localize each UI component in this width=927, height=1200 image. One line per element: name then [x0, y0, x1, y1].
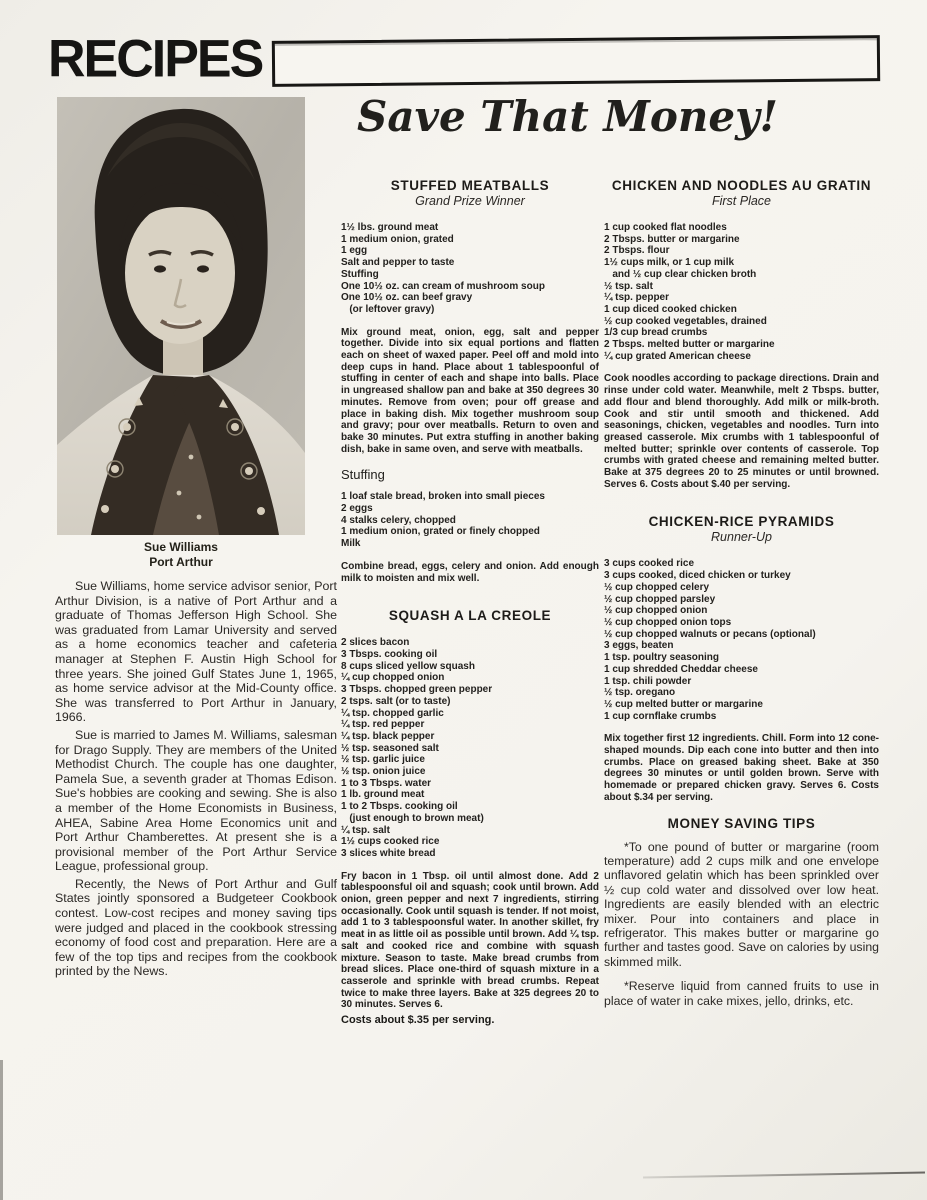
ingredient-line: 1 lb. ground meat — [341, 789, 425, 801]
ingredient-line: (just enough to brown meat) — [341, 812, 484, 824]
recipe-title-chicken-rice: CHICKEN-RICE PYRAMIDS — [648, 514, 835, 530]
ingredient-line: ½ cup chopped walnuts or pecans (optional) — [604, 628, 816, 640]
ingredient-line: 2 Tbsps. butter or margarine — [604, 233, 740, 245]
ingredient-line: ¼ cup chopped onion — [341, 672, 445, 684]
bio-paragraph-1: Sue Williams, home service advisor senior, Port Arthur Division, is a native of Port Arthur and a graduate of Thomas Jefferson High School. She was graduated from Lamar University and served as a home economics teacher and cafeteria manager at Stephen F. Austin High School for three years. She joined Gulf States June 1, 1965, as home service advisor at the Mid-County office. She was transferred to Port Arthur in January, 1966. — [55, 579, 337, 725]
ingredient-line: 1½ cups cooked rice — [341, 836, 440, 848]
ingredient-line: One 10½ oz. can beef gravy — [341, 292, 473, 304]
ingredient-line: (or leftover gravy) — [341, 303, 435, 315]
ingredient-line: 1 cup cornflake crumbs — [604, 710, 717, 722]
ingredient-line: 2 tsps. salt (or to taste) — [341, 695, 451, 707]
method-squash: Fry bacon in 1 Tbsp. oil until almost done. Add 2 tablespoonsful oil and squash; cook until brown. Add onion, green pepper and next 7 ingredients, stirring occasionally. Cook until squash is tender. If not moist, add 1 to 3 tablespoonsful water. In another skillet, fry meat in as little oil as possible until brown. Add ¼ tsp. salt and cooked rice and combine with squash mixture. Season to taste. Make bread crumbs from bread slices. Place one-third of squash mixture in a casserole and sprinkle with bread crumbs. Repeat twice to make three layers. Bake at 325 degrees 20 to 30 minutes. Serves 6. — [341, 870, 599, 1011]
recipe-title-chicken-noodles: CHICKEN AND NOODLES AU GRATIN — [611, 178, 872, 193]
ingredient-line: 1 medium onion, grated — [341, 233, 454, 245]
masthead — [48, 28, 880, 90]
ingredient-line: ¼ cup grated American cheese — [604, 350, 751, 362]
ingredient-line: 1/3 cup bread crumbs — [604, 327, 708, 339]
scan-artifact-edge — [0, 1060, 3, 1200]
recipe-subtitle-chicken-rice: Runner-Up — [711, 530, 772, 545]
ingredient-line: 1½ cups milk, or 1 cup milk — [604, 257, 735, 269]
ingredient-line: ¼ tsp. chopped garlic — [341, 707, 444, 719]
ingredient-line: 3 eggs, beaten — [604, 640, 674, 652]
recipe-subtitle-stuffed-meatballs: Grand Prize Winner — [415, 194, 525, 208]
bio-article — [55, 579, 337, 982]
ingredient-line: 2 eggs — [341, 503, 373, 515]
portrait-illustration — [57, 97, 305, 535]
ingredient-line: 1 egg — [341, 245, 368, 257]
ingredient-line: 1½ lbs. ground meat — [341, 222, 439, 233]
ingredient-line: One 10½ oz. can cream of mushroom soup — [341, 280, 545, 292]
ingredient-line: 1 medium onion, grated or finely chopped — [341, 526, 540, 538]
ingredient-line: Milk — [341, 538, 361, 550]
portrait-photo — [57, 97, 305, 535]
caption-city: Port Arthur — [149, 555, 213, 569]
ingredient-line: ¼ tsp. red pepper — [341, 719, 425, 731]
ingredient-line: 2 Tbsps. flour — [604, 245, 670, 257]
subrecipe-title-stuffing: Stuffing — [341, 467, 385, 483]
ingredient-line: 3 Tbsps. cooking oil — [341, 648, 438, 660]
bio-paragraph-3: Recently, the News of Port Arthur and Gulf States jointly sponsored a Budgeteer Cookbook contest. Low-cost recipes and money saving tips were judged and placed in the cookbook stressing economy of food cost and preparation. Here are a few of the top tips and recipes from the cookbook printed by the News. — [55, 876, 337, 979]
scan-artifact-line — [643, 1172, 925, 1179]
masthead-blank-box — [272, 35, 880, 87]
ingredient-line: 1 to 3 Tbsps. water — [341, 777, 432, 789]
ingredient-line: ½ tsp. onion juice — [341, 766, 426, 778]
ingredient-line: 1 loaf stale bread, broken into small pieces — [341, 491, 545, 503]
ingredient-line: Salt and pepper to taste — [341, 257, 455, 269]
ingredient-line: Stuffing — [341, 268, 379, 280]
ingredient-line: 3 Tbsps. chopped green pepper — [341, 684, 493, 696]
method-stuffing: Combine bread, eggs, celery and onion. Add enough milk to moisten and mix well. — [341, 560, 599, 584]
ingredient-line: ½ cup cooked vegetables, drained — [604, 315, 767, 327]
ingredient-line: ½ cup chopped celery — [604, 581, 710, 593]
ingredient-line: ½ cup chopped parsley — [604, 593, 716, 605]
method-chicken-noodles: Cook noodles according to package directions. Drain and rinse under cold water. Meanwhile, melt 2 Tbsps. butter, add flour and blend thoroughly. Add milk or milk-broth. Cook and stir until smooth and thickened. Add seasonings, chicken, vegetables and noodles. Turn into greased casserole. Mix crumbs with 1 tablespoonful of melted butter; sprinkle over contents of casserole. Top crumbs with grated cheese and remaining melted butter. Bake at 375 degrees 20 to 25 minutes or until browned. Serves 6. Costs about $.40 per serving. — [604, 373, 879, 490]
ingredient-line: ½ cup chopped onion — [604, 605, 708, 617]
ingredient-line: ½ cup chopped onion tops — [604, 616, 732, 628]
ingredient-line: ½ tsp. oregano — [604, 687, 676, 699]
ingredient-line: 3 cups cooked, diced chicken or turkey — [604, 570, 791, 582]
ingredient-line: ½ tsp. seasoned salt — [341, 742, 439, 754]
middle-column — [341, 178, 599, 1041]
ingredient-list-squash — [341, 637, 599, 859]
ingredient-line: 1 cup shredded Cheddar cheese — [604, 663, 758, 675]
ingredient-line: 1 tsp. chili powder — [604, 675, 692, 687]
money-saving-tip-2: *Reserve liquid from canned fruits to use in place of water in cake mixes, jello, drinks, etc. — [604, 979, 879, 1008]
ingredient-list-chicken-noodles — [604, 222, 879, 362]
ingredient-line: 3 cups cooked rice — [604, 558, 695, 570]
method-stuffed-meatballs: Mix ground meat, onion, egg, salt and pepper together. Divide into six equal portions and flatten each on sheet of waxed paper. Peel off and mold into deep cups in hand. Place about 1 tablespoonful of stuffing in center of each and shape into balls. Place in ungreased shallow pan and bake at 350 degrees 30 minutes. Remove from oven; pour off grease and place in baking dish. Mix together mushroom soup and gravy; pour over meatballs. Return to oven and bake 30 minutes. Put extra stuffing in another baking dish, bake in same oven, and serve with meatballs. — [341, 326, 599, 455]
ingredient-list-stuffing — [341, 491, 599, 550]
ingredient-line: ¼ tsp. salt — [341, 824, 390, 836]
photo-caption — [57, 540, 305, 570]
ingredient-line: ½ tsp. salt — [604, 280, 653, 292]
ingredient-line: 3 slices white bread — [341, 847, 436, 859]
recipe-title-stuffed-meatballs: STUFFED MEATBALLS — [390, 178, 550, 193]
recipe-subtitle-chicken-noodles: First Place — [711, 194, 772, 208]
ingredient-line: ½ tsp. garlic juice — [341, 754, 425, 766]
ingredient-line: 1 to 2 Tbsps. cooking oil — [341, 801, 458, 813]
ingredient-line: 4 stalks celery, chopped — [341, 514, 456, 526]
ingredient-line: 1 cup diced cooked chicken — [604, 303, 737, 315]
page-title: Save That Money! — [357, 92, 778, 141]
ingredient-line: 2 Tbsps. melted butter or margarine — [604, 339, 775, 351]
cost-line-squash: Costs about $.35 per serving. — [341, 1014, 495, 1027]
recipe-title-squash: SQUASH A LA CREOLE — [388, 608, 552, 624]
ingredient-line: ¼ tsp. pepper — [604, 292, 670, 304]
ingredient-line: 1 tsp. poultry seasoning — [604, 652, 720, 664]
method-chicken-rice: Mix together first 12 ingredients. Chill. Form into 12 cone-shaped mounds. Dip each cone into butter and then into crumbs. Place on greased baking sheet. Bake at 350 degrees 30 minutes or until golden brown. Serve with homemade or prepared chicken gravy. Serves 6. Costs about $.34 per serving. — [604, 733, 879, 803]
ingredient-line: 1 cup cooked flat noodles — [604, 222, 727, 233]
money-saving-tips-title: MONEY SAVING TIPS — [667, 815, 816, 831]
money-saving-tip-1: *To one pound of butter or margarine (room temperature) add 2 cups milk and one envelope unflavored gelatin which has been sprinkled over ½ cup cold water and dissolved over low heat. Ingredients are easily blended with an electric mixer. Pour into containers and place in refrigerator. This makes butter or margarine go further and tastes good. Save on calories by using skimmed milk. — [604, 839, 879, 969]
ingredient-line: 2 slices bacon — [341, 637, 410, 649]
ingredient-line: ½ cup melted butter or margarine — [604, 698, 763, 710]
right-column — [604, 178, 879, 1018]
bio-paragraph-2: Sue is married to James M. Williams, salesman for Drago Supply. They are members of the United Methodist Church. The couple has one daughter, Pamela Sue, a seventh grader at Thomas Edison. Sue's hobbies are cooking and sewing. She is also a member of the Home Economists in Business, AHEA, Sabine Area Home Economics unit and Port Arthur Chamberettes. At present she is a provisional member of the Port Arthur Service League, professional group. — [55, 727, 337, 874]
ingredient-line: and ½ cup clear chicken broth — [604, 268, 757, 280]
caption-name: Sue Williams — [144, 540, 218, 554]
section-divider — [341, 596, 599, 608]
masthead-title: RECIPES — [48, 29, 263, 89]
ingredient-list-stuffed-meatballs — [341, 222, 599, 316]
ingredient-line: ¼ tsp. black pepper — [341, 730, 435, 742]
ingredient-line: 8 cups sliced yellow squash — [341, 660, 475, 672]
ingredient-list-chicken-rice — [604, 558, 879, 722]
section-divider — [604, 502, 879, 514]
